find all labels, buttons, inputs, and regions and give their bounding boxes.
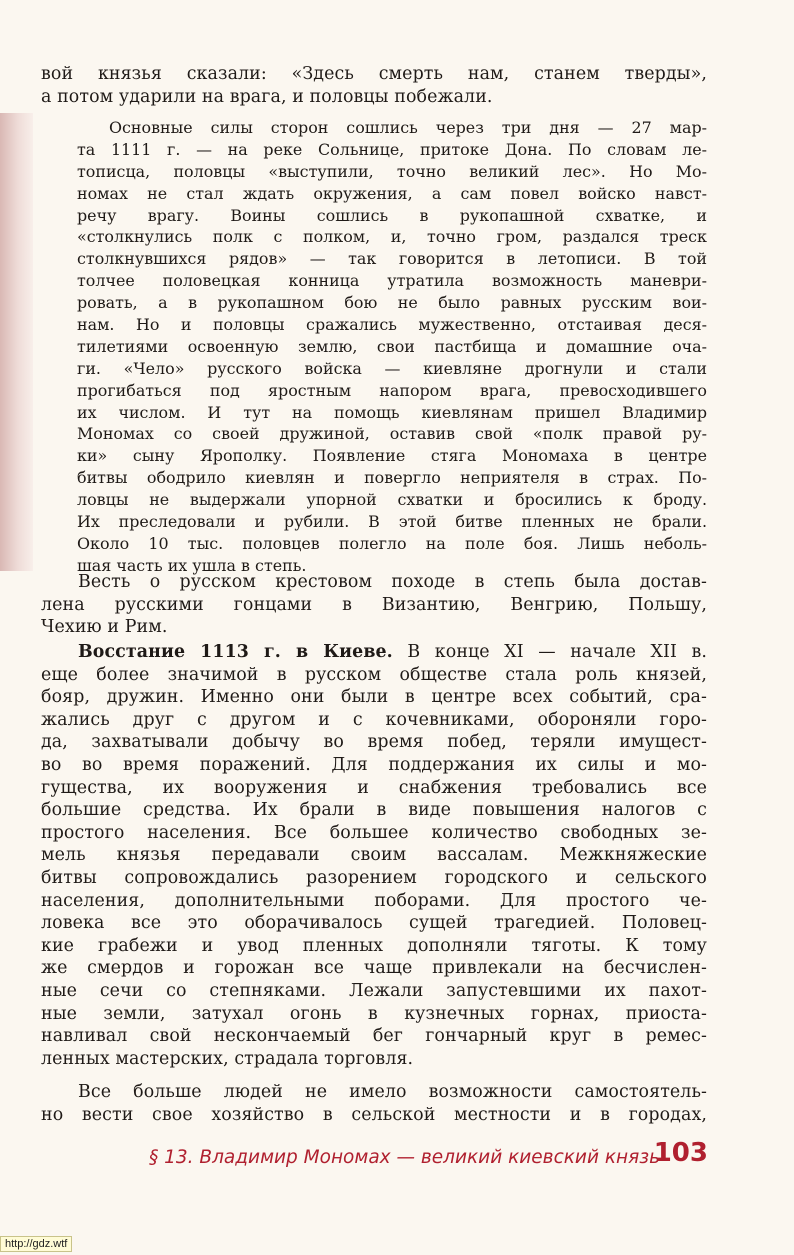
text-line: населения, дополнительными поборами. Для простого че- (41, 890, 707, 911)
text-line: Около 10 тыс. половцев полегло на поле боя. Лишь неболь- (77, 533, 707, 553)
text-line: битвы сопровождались разорением городского и сельского (41, 867, 707, 888)
text-line: простого населения. Все большее количество свободных зе- (41, 822, 707, 843)
text-line: Основные силы сторон сошлись через три дня — 27 мар- (109, 118, 707, 137)
text-line: ные земли, затухал огонь в кузнечных горнах, приоста- (41, 1003, 707, 1024)
text-line: шая часть их ушла в степь. (77, 555, 307, 575)
text-line: во во время поражений. Для поддержания их силы и мо- (41, 754, 707, 775)
text-line: прогибаться под яростным напором врага, превосходившего (77, 380, 707, 400)
text-line: мель князья передавали своим вассалам. Межкняжеские (41, 845, 707, 866)
section-heading: Восстание 1113 г. в Киеве. (78, 642, 393, 662)
text-line: ловека все это оборачивалось сущей трагедией. Половец- (41, 913, 707, 934)
text-line (41, 641, 707, 664)
paragraph-2-small (77, 117, 707, 577)
text-line: еще более значимой в русском обществе стала роль князей, (41, 664, 707, 685)
text-line: их числом. И тут на помощь киевлянам пришел Владимир (77, 402, 707, 422)
paragraph-4 (41, 641, 707, 1070)
text-line: «столкнулись полк с полком, и, точно гром, раздался треск (77, 227, 707, 247)
text-line: столкнувшихся рядов» — так говорится в летописи. В той (77, 249, 707, 269)
paragraph-1 (41, 63, 707, 108)
text-line: ровать, а в рукопашном бою не было равных русским вои- (77, 293, 707, 313)
heading-continuation: В конце XI — начале XII в. (407, 642, 707, 662)
text-line: Чехию и Рим. (41, 617, 168, 638)
text-line: Все больше людей не имело возможности самостоятель- (78, 1082, 707, 1102)
text-line: тилетиями освоенную землю, свои пастбища и домашние оча- (77, 336, 707, 356)
text-line: кие грабежи и увод пленных дополняли тяготы. К тому (41, 935, 707, 956)
text-line: битвы ободрило киевлян и повергло неприятеля в страх. По- (77, 468, 707, 488)
text-line: толчее половецкая конница утратила возможность маневри- (77, 271, 707, 291)
text-line: же смердов и горожан все чаще привлекали на бесчислен- (41, 958, 707, 979)
text-line: лена русскими гонцами в Византию, Венгрию, Польшу, (41, 594, 707, 615)
text-line: Мономах со своей дружиной, оставив свой «полк правой ру- (77, 424, 707, 444)
paragraph-5 (41, 1081, 707, 1126)
text-line: ки» сыну Ярополку. Появление стяга Мономаха в центре (77, 446, 707, 466)
watermark-link[interactable]: http://gdz.wtf (0, 1236, 72, 1252)
text-line: гущества, их вооружения и снабжения требовались все (41, 777, 707, 798)
text-line: бояр, дружин. Именно они были в центре всех событий, сра- (41, 687, 707, 708)
text-line: навливал свой нескончаемый бег гончарный круг в ремес- (41, 1026, 707, 1047)
text-line: та 1111 г. — на реке Сольнице, притоке Дона. По словам ле- (77, 139, 707, 159)
running-footer-title: § 13. Владимир Мономах — великий киевский князь (148, 1147, 660, 1168)
text-line: Их преследовали и рубили. В этой битве пленных не брали. (77, 512, 707, 532)
text-line: нам. Но и половцы сражались мужественно, отстаивая деся- (77, 315, 707, 335)
text-line: ленных мастерских, страдала торговля. (41, 1048, 414, 1069)
text-line: но вести свое хозяйство в сельской местности и в городах, (41, 1104, 707, 1125)
text-line: ги. «Чело» русского войска — киевляне дрогнули и стали (77, 358, 707, 378)
text-line: речу врагу. Воины сошлись в рукопашной схватке, и (77, 205, 707, 225)
text-line: а потом ударили на врага, и половцы побежали. (41, 86, 493, 107)
text-line: жались друг с другом и с кочевниками, обороняли горо- (41, 709, 707, 730)
text-line: ловцы не выдержали упорной схватки и бросились к броду. (77, 490, 707, 510)
text-line: тописца, половцы «выступили, точно великий лес». Но Мо- (77, 161, 707, 181)
text-line: номах не стал ждать окружения, а сам повел войско навст- (77, 183, 707, 203)
text-line: вой князья сказали: «Здесь смерть нам, станем тверды», (41, 64, 707, 84)
text-line: да, захватывали добычу во время побед, теряли имущест- (41, 732, 707, 753)
text-line: Весть о русском крестовом походе в степь была достав- (78, 572, 707, 592)
page-number: 103 (653, 1138, 708, 1168)
margin-shade (0, 113, 33, 571)
text-line: большие средства. Их брали в виде повышения налогов с (41, 800, 707, 821)
paragraph-3 (41, 571, 707, 639)
text-line: ные сечи со степняками. Лежали запустевшими их пахот- (41, 980, 707, 1001)
